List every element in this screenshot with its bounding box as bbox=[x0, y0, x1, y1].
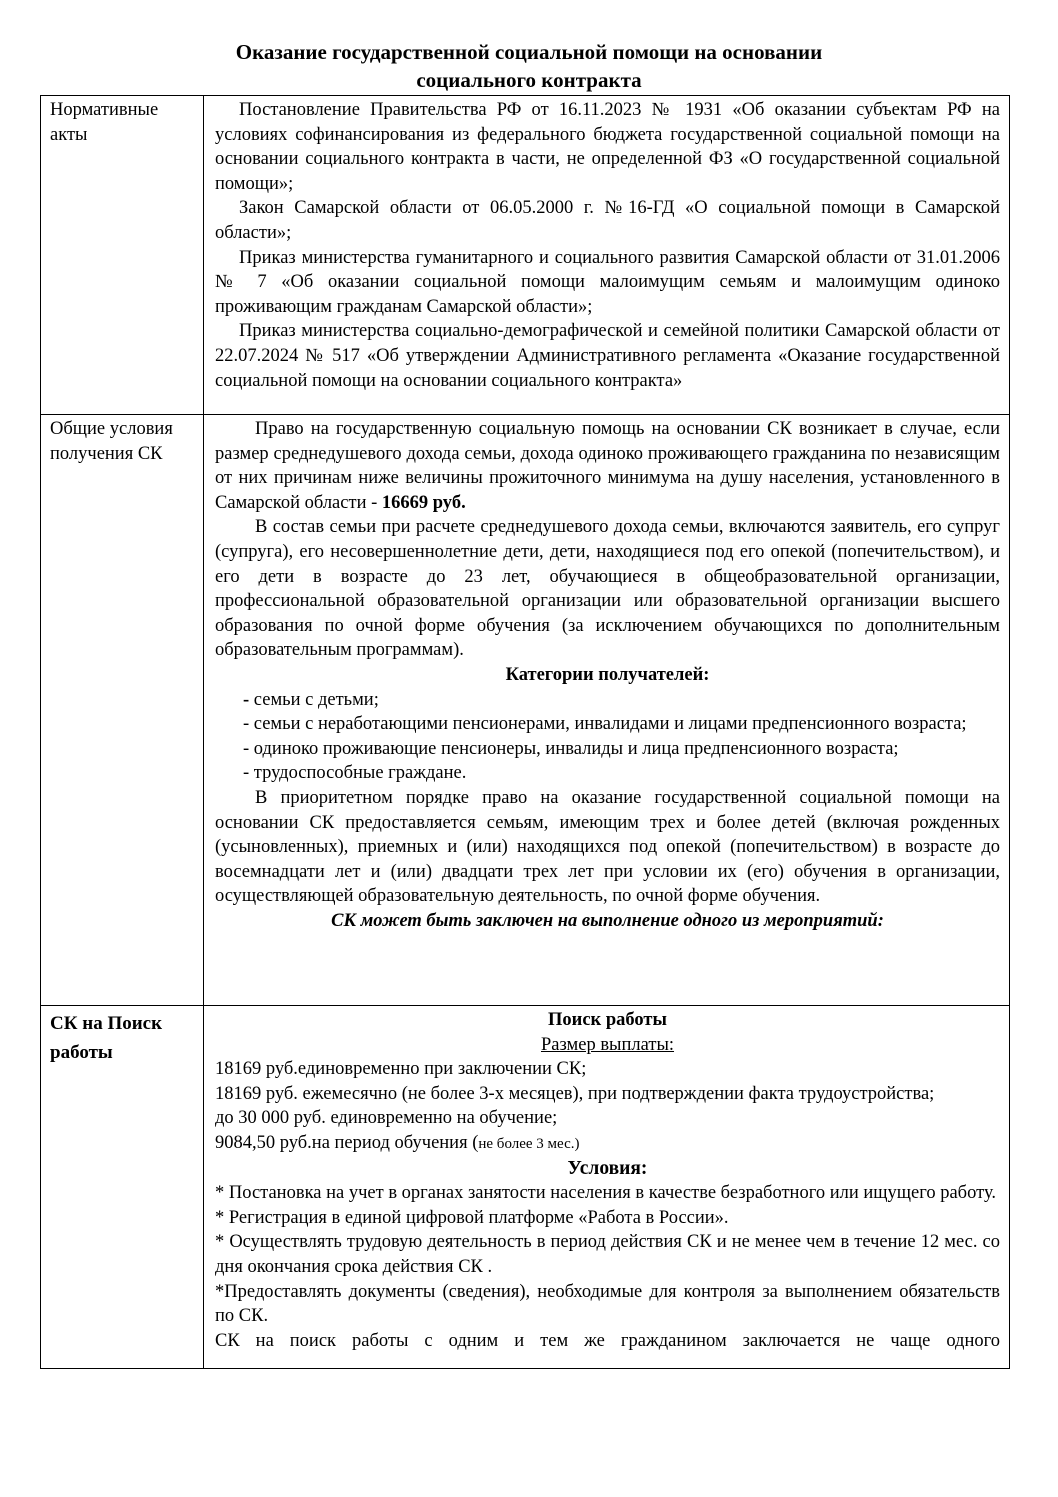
payment-item: до 30 000 руб. единовременно на обучение; bbox=[215, 1108, 558, 1129]
category-item: - трудоспособные граждане. bbox=[243, 763, 467, 784]
conditions-heading: Условия: bbox=[567, 1157, 648, 1179]
table-row-general bbox=[41, 415, 1010, 1006]
row-label-general: Общие условия получения СК bbox=[41, 415, 204, 1006]
act-paragraph: Постановление Правительства РФ от 16.11.2023 № 1931 «Об оказании субъектам РФ на условиях софинансирования из федерального бюджета государственной социальной помощи на основании социального контракта в части, не определенной ФЗ «О государственной социальной помощи»; bbox=[215, 100, 1000, 194]
act-paragraph: Закон Самарской области от 06.05.2000 г. №16-ГД «О социальной помощи в Самарской области»; bbox=[215, 198, 1000, 243]
job-heading: Поиск работы bbox=[548, 1010, 667, 1030]
general-paragraph-1 bbox=[215, 417, 1000, 515]
payment-item: 18169 руб.единовременно при заключении СК; bbox=[215, 1059, 587, 1080]
row-label-acts: Нормативные акты bbox=[41, 96, 204, 415]
condition-item: *Предоставлять документы (сведения), необходимые для контроля за выполнением обязательств по СК. bbox=[215, 1281, 1000, 1327]
general-paragraph-2: В состав семьи при расчете среднедушевого дохода семьи, включаются заявитель, его супруг (супруга), его несовершеннолетние дети, дети, находящиеся под его опекой (попечительством), и его дети в возрасте до 23 лет, обучающиеся в общеобразовательной организации, профессиональной образовательной организации или образовательной организации высшего образования по очной форме обучения (за исключением обучающихся по дополнительным образовательным программам). bbox=[215, 517, 1000, 661]
category-item: - семьи с детьми; bbox=[243, 689, 379, 710]
subsistence-minimum-value: 16669 руб. bbox=[381, 492, 466, 513]
act-paragraph: Приказ министерства гуманитарного и социального развития Самарской области от 31.01.2006 № 7 «Об оказании социальной помощи малоимущим семьям и малоимущим одиноко проживающим гражданам Самарской области»; bbox=[215, 247, 1000, 317]
condition-item: * Постановка на учет в органах занятости населения в качестве безработного или ищущего работу. bbox=[215, 1183, 996, 1204]
category-item: - одиноко проживающие пенсионеры, инвалиды и лица предпенсионного возраста; bbox=[243, 738, 899, 759]
general-p1-text: Право на государственную социальную помощь на основании СК возникает в случае, если размер среднедушевого дохода семьи, дохода одиноко проживающего гражданина по независящим от них причинам ниже величины прожиточного минимума на душу населения, установленного в Самарской области - bbox=[215, 419, 1000, 513]
table-row-job bbox=[41, 1006, 1010, 1369]
general-footer: СК может быть заключен на выполнение одного из мероприятий: bbox=[331, 910, 884, 931]
title-line-2: социального контракта bbox=[416, 68, 642, 92]
title-line-1: Оказание государственной социальной помощи на основании bbox=[235, 40, 823, 64]
condition-item: * Регистрация в единой цифровой платформе «Работа в России». bbox=[215, 1207, 729, 1228]
row-content-general bbox=[204, 415, 1010, 1006]
category-item: - семьи с неработающими пенсионерами, инвалидами и лицами предпенсионного возраста; bbox=[243, 714, 967, 735]
act-paragraph: Приказ министерства социально-демографической и семейной политики Самарской области от 22.07.2024 № 517 «Об утверждении Административного регламента «Оказание государственной социальной помощи на основании социального контракта» bbox=[215, 321, 1000, 391]
table-row-acts bbox=[41, 96, 1010, 415]
payment-item: 18169 руб. ежемесячно (не более 3-х месяцев), при подтверждении факта трудоустройства; bbox=[215, 1083, 935, 1104]
payment-item: 9084,50 руб.на период обучения (не более 3 мес.) bbox=[215, 1132, 580, 1153]
general-paragraph-3: В приоритетном порядке право на оказание государственной социальной помощи на основании СК предоставляется семьям, имеющим трех и более детей (включая рожденных (усыновленных), приемных и (или) находящихся под опекой (попечительством) в возрасте до восемнадцати лет и (или) двадцати трех лет при условии их (его) обучения в организации, осуществляющей образовательную деятельность, по очной форме обучения. bbox=[215, 787, 1000, 907]
info-table bbox=[40, 95, 1010, 1369]
row-content-acts bbox=[204, 96, 1010, 415]
condition-item: СК на поиск работы с одним и тем же гражданином заключается не чаще одного bbox=[215, 1330, 1000, 1351]
categories-heading: Категории получателей: bbox=[505, 664, 710, 685]
condition-item: * Осуществлять трудовую деятельность в период действия СК и не менее чем в течение 12 мес. со дня окончания срока действия СК . bbox=[215, 1232, 1000, 1277]
row-label-job: СК на Поиск работы bbox=[41, 1006, 204, 1369]
payment-heading: Размер выплаты: bbox=[540, 1034, 675, 1055]
row-content-job bbox=[204, 1006, 1010, 1369]
page-title bbox=[0, 38, 1058, 94]
